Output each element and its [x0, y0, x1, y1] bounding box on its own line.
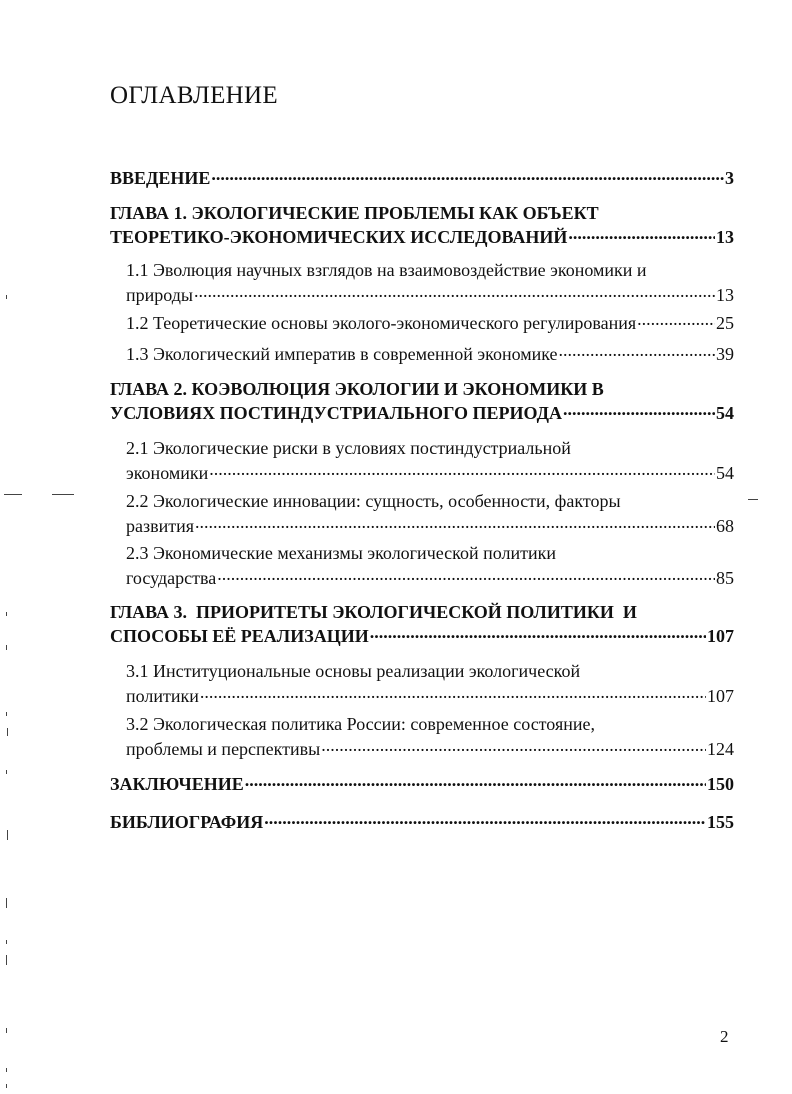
toc-page-number: 124: [707, 739, 734, 759]
toc-page-number: 39: [716, 344, 734, 364]
toc-entry-intro[interactable]: [110, 166, 734, 190]
toc-entry-section-2-3[interactable]: [126, 541, 734, 590]
scan-speck: [6, 295, 7, 299]
toc-entry-chapter-2[interactable]: [110, 377, 734, 425]
toc-entry-title-cont: государства: [126, 568, 217, 588]
toc-page-number: 68: [716, 516, 734, 536]
dot-leader: [563, 401, 715, 419]
toc-entry-title: ЗАКЛЮЧЕНИЕ: [110, 774, 244, 794]
toc-entry-title: 2.3 Экономические механизмы экологической политики: [126, 543, 557, 563]
toc-entry-title: 1.3 Экологический императив в современной экономике: [126, 344, 558, 364]
toc-entry-title-cont: экономики: [126, 463, 209, 483]
toc-entry-title: 1.2 Теоретические основы эколого-экономического регулирования: [126, 313, 637, 333]
toc-entry-title: ГЛАВА 2. КОЭВОЛЮЦИЯ ЭКОЛОГИИ И ЭКОНОМИКИ В: [110, 379, 604, 399]
toc-page-number: 13: [716, 227, 734, 247]
toc-page-number: 54: [716, 403, 734, 423]
dot-leader: [370, 624, 706, 642]
toc-entry-title: 2.1 Экологические риски в условиях постиндустриальной: [126, 438, 571, 458]
scan-speck: [7, 728, 8, 736]
toc-entry-title: 3.1 Институциональные основы реализации экологической: [126, 661, 581, 681]
toc-entry-title-cont: проблемы и перспективы: [126, 739, 321, 759]
toc-entry-bibliography[interactable]: [110, 810, 734, 834]
page-title: ОГЛАВЛЕНИЕ: [110, 82, 278, 109]
dot-leader: [217, 566, 715, 584]
dot-leader: [637, 311, 715, 329]
toc-entry-title-cont: ТЕОРЕТИКО-ЭКОНОМИЧЕСКИХ ИССЛЕДОВАНИЙ: [110, 227, 568, 247]
toc-entry-conclusion[interactable]: [110, 772, 734, 796]
toc-page-number: 107: [707, 626, 734, 646]
toc-entry-title-cont: УСЛОВИЯХ ПОСТИНДУСТРИАЛЬНОГО ПЕРИОДА: [110, 403, 563, 423]
dot-leader: [321, 737, 706, 755]
toc-entry-title-cont: СПОСОБЫ ЕЁ РЕАЛИЗАЦИИ: [110, 626, 369, 646]
toc-entry-chapter-3[interactable]: [110, 600, 734, 648]
dot-leader: [209, 461, 715, 479]
toc-entry-section-1-2[interactable]: [126, 311, 734, 335]
toc-entry-section-2-1[interactable]: [126, 436, 734, 485]
scan-speck: [6, 770, 7, 774]
toc-entry-title: ГЛАВА 1. ЭКОЛОГИЧЕСКИЕ ПРОБЛЕМЫ КАК ОБЪЕКТ: [110, 203, 599, 223]
toc-entry-title: 1.1 Эволюция научных взглядов на взаимовоздействие экономики и: [126, 260, 647, 280]
dot-leader: [264, 810, 706, 828]
toc-page-number: 3: [725, 168, 734, 188]
scan-speck: [6, 940, 7, 944]
scan-speck: [6, 898, 7, 908]
toc-entry-title-cont: политики: [126, 686, 199, 706]
scan-speck: [6, 955, 7, 965]
toc-entry-title: 3.2 Экологическая политика России: современное состояние,: [126, 714, 596, 734]
toc-page-number: 155: [707, 812, 734, 832]
scan-speck: [6, 645, 7, 650]
toc-entry-section-2-2[interactable]: [126, 489, 734, 538]
toc-entry-chapter-1[interactable]: [110, 201, 734, 249]
dot-leader: [211, 166, 724, 184]
scan-speck: [6, 712, 7, 716]
toc-entry-section-1-3[interactable]: [126, 342, 734, 366]
toc-entry-title-cont: развития: [126, 516, 195, 536]
toc-page-number: 25: [716, 313, 734, 333]
scan-speck: [6, 1084, 7, 1088]
dot-leader: [568, 225, 715, 243]
toc-page-number: 150: [707, 774, 734, 794]
page-number: 2: [720, 1027, 729, 1046]
toc-entry-title: ВВЕДЕНИЕ: [110, 168, 211, 188]
toc-entry-title-cont: природы: [126, 285, 193, 305]
scan-speck: [52, 494, 74, 495]
scan-speck: [6, 612, 7, 616]
toc-page-number: 54: [716, 463, 734, 483]
scan-speck: [6, 1028, 7, 1033]
toc-entry-title: 2.2 Экологические инновации: сущность, особенности, факторы: [126, 491, 621, 511]
toc-page-number: 13: [716, 285, 734, 305]
dot-leader: [200, 684, 706, 702]
toc-page-number: 85: [716, 568, 734, 588]
scan-speck: [6, 1068, 7, 1072]
dot-leader: [194, 283, 715, 301]
scan-speck: [7, 830, 8, 840]
dot-leader: [559, 342, 715, 360]
toc-entry-section-3-1[interactable]: [126, 659, 734, 708]
dot-leader: [245, 772, 706, 790]
toc-entry-section-3-2[interactable]: [126, 712, 734, 761]
toc-entry-section-1-1[interactable]: [126, 258, 734, 307]
toc-entry-title: БИБЛИОГРАФИЯ: [110, 812, 264, 832]
dot-leader: [195, 514, 715, 532]
toc-page-number: 107: [707, 686, 734, 706]
toc-entry-title: ГЛАВА 3. ПРИОРИТЕТЫ ЭКОЛОГИЧЕСКОЙ ПОЛИТИКИ И: [110, 602, 637, 622]
scan-speck: [4, 494, 22, 495]
scan-speck: [748, 499, 758, 500]
